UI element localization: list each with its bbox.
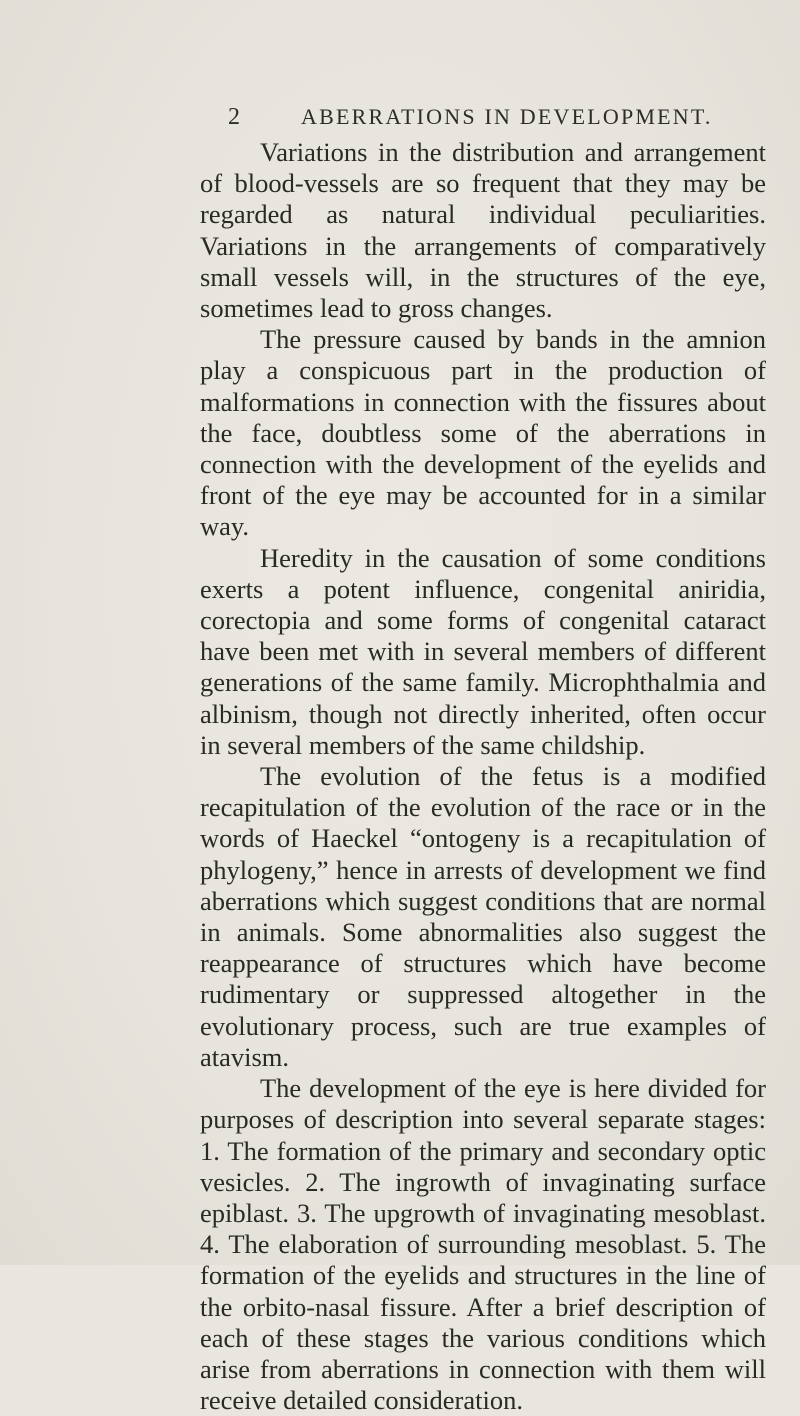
page-number: 2: [228, 104, 241, 130]
paragraph-development-stages: The development of the eye is here divided for purposes of description into several separate stages: 1. The formation of the primary and secondary optic vesicles. 2. The ingrowth of invaginating surface epiblast. 3. The upgrowth of invaginating mesoblast. 4. The elaboration of surrounding mesoblast. 5. The formation of the eyelids and structures in the line of the orbito-nasal fissure. After a brief description of each of these stages the various conditions which arise from aberrations in connection with them will receive detailed consideration.: [200, 1073, 766, 1416]
paragraph-blood-vessels: Variations in the distribution and arrangement of blood-vessels are so frequent that they may be regarded as natural individual peculiarities. Variations in the arrangements of comparatively small vessels will, in the structures of the eye, sometimes lead to gross changes.: [200, 137, 766, 324]
paragraph-heredity: Heredity in the causation of some conditions exerts a potent influence, congenital aniridia, corectopia and some forms of congenital cataract have been met with in several members of different generations of the same family. Microphthalmia and albinism, though not directly inherited, often occur in several members of the same childship.: [200, 542, 766, 760]
body-text: [200, 137, 766, 1416]
paragraph-evolution: The evolution of the fetus is a modified recapitulation of the evolution of the race or in the words of Haeckel “ontogeny is a recapitulation of phylogeny,” hence in arrests of development we find aberrations which suggest conditions that are normal in animals. Some abnormalities also suggest the reappearance of structures which have become rudimentary or suppressed altogether in the evolutionary process, such are true examples of atavism.: [200, 761, 766, 1072]
paragraph-amnion-pressure: The pressure caused by bands in the amnion play a conspicuous part in the production of malformations in connection with the fissures about the face, doubtless some of the aberrations in connection with the development of the eyelids and front of the eye may be accounted for in a similar way.: [200, 324, 766, 542]
running-title: ABERRATIONS IN DEVELOPMENT.: [301, 104, 713, 129]
running-head: [0, 104, 800, 138]
